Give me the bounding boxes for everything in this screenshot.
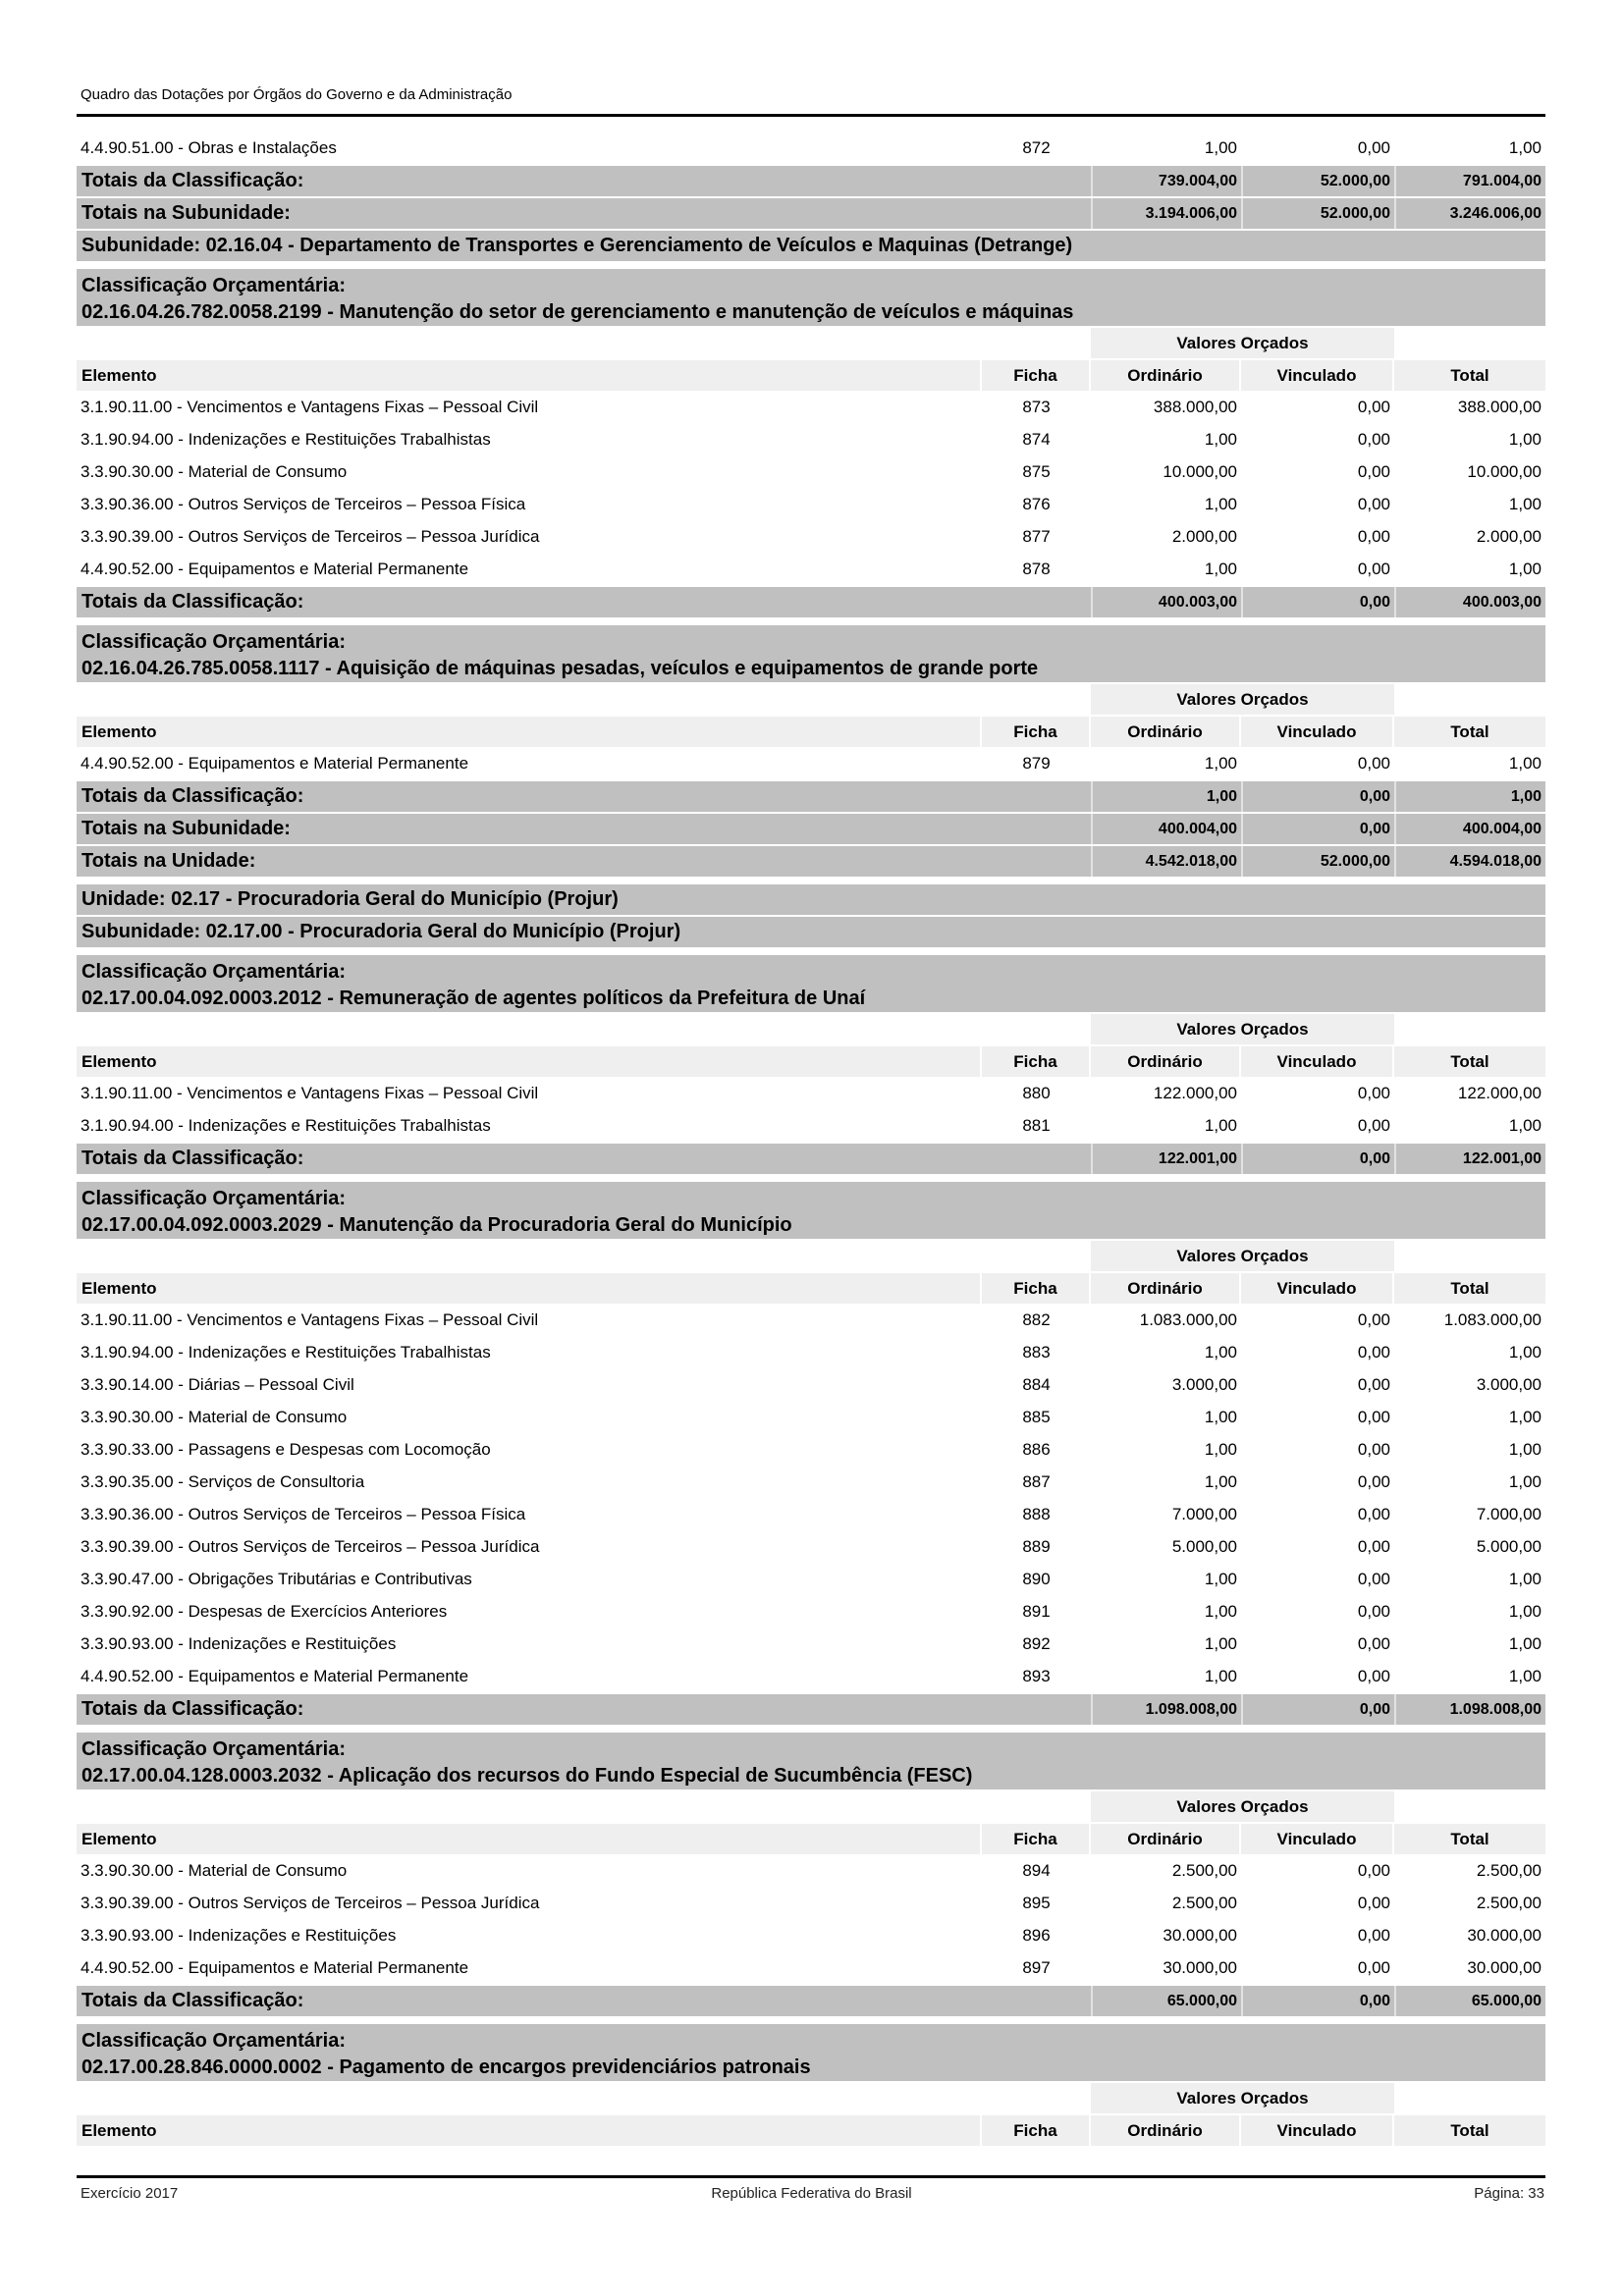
- ordinario-cell: 30.000,00: [1163, 1957, 1237, 1977]
- column-header-vinculado: Vinculado: [1241, 717, 1394, 747]
- total-cell: 1,00: [1508, 1633, 1542, 1653]
- totals-vinculado: 52.000,00: [1241, 166, 1394, 196]
- ficha-cell: 891: [1022, 1601, 1051, 1621]
- vinculado-cell: 0,00: [1357, 1569, 1390, 1588]
- total-cell: 1,00: [1508, 753, 1542, 773]
- table-row: [77, 1595, 1545, 1628]
- totals-label: Totais da Classificação:: [77, 781, 1091, 812]
- elemento-cell: 3.3.90.93.00 - Indenizações e Restituições: [81, 1925, 397, 1945]
- valores-orcados-label: Valores Orçados: [1091, 1241, 1394, 1271]
- table-row: [77, 747, 1545, 779]
- totals-label: Totais da Classificação:: [77, 1694, 1091, 1725]
- footer-republica: República Federativa do Brasil: [711, 2185, 912, 2202]
- ordinario-cell: 1,00: [1204, 1439, 1237, 1459]
- vinculado-cell: 0,00: [1357, 1860, 1390, 1880]
- totals-total: 791.004,00: [1394, 166, 1545, 196]
- ordinario-cell: 2.500,00: [1171, 1860, 1237, 1880]
- vinculado-cell: 0,00: [1357, 494, 1390, 513]
- footer-exercicio: Exercício 2017: [81, 2185, 179, 2202]
- table-row: [77, 1109, 1545, 1142]
- ficha-cell: 890: [1022, 1569, 1051, 1588]
- total-cell: 1,00: [1508, 1342, 1542, 1362]
- footer-page-number: Página: 33: [1474, 2185, 1544, 2202]
- classificacao-code: 02.16.04.26.782.0058.2199 - Manutenção do setor de gerenciamento e manutenção de veículos e máquinas: [81, 301, 1074, 323]
- footer-rule: [77, 2175, 1545, 2178]
- column-header-ordinario: Ordinário: [1091, 360, 1241, 391]
- table-row: [77, 1077, 1545, 1109]
- vinculado-cell: 0,00: [1357, 1601, 1390, 1621]
- column-header-row: [77, 2115, 1545, 2146]
- totais-unidade-row: [77, 846, 1545, 877]
- column-header-elemento: Elemento: [77, 717, 982, 747]
- totals-total: 122.001,00: [1394, 1144, 1545, 1174]
- ficha-cell: 885: [1022, 1407, 1051, 1426]
- table-row: [77, 1854, 1545, 1887]
- spacer: [77, 1014, 1091, 1044]
- ficha-cell: 875: [1022, 461, 1051, 481]
- vinculado-cell: 0,00: [1357, 753, 1390, 773]
- elemento-cell: 3.1.90.11.00 - Vencimentos e Vantagens Fixas – Pessoal Civil: [81, 397, 539, 416]
- totais-classificacao-row: [77, 1694, 1545, 1725]
- total-cell: 1,00: [1508, 1115, 1542, 1135]
- totals-vinculado: 0,00: [1241, 1694, 1394, 1725]
- ordinario-cell: 30.000,00: [1163, 1925, 1237, 1945]
- elemento-cell: 3.3.90.93.00 - Indenizações e Restituições: [81, 1633, 397, 1653]
- table-row: [77, 1563, 1545, 1595]
- ordinario-cell: 388.000,00: [1153, 397, 1237, 416]
- ordinario-cell: 1,00: [1204, 1407, 1237, 1426]
- total-cell: 2.500,00: [1476, 1860, 1542, 1880]
- valores-orcados-label: Valores Orçados: [1091, 684, 1394, 715]
- valores-orcados-label: Valores Orçados: [1091, 1791, 1394, 1822]
- ficha-cell: 882: [1022, 1309, 1051, 1329]
- ficha-cell: 883: [1022, 1342, 1051, 1362]
- classificacao-heading: [77, 625, 1545, 682]
- total-cell: 122.000,00: [1457, 1083, 1542, 1102]
- valores-orcados-label: Valores Orçados: [1091, 1014, 1394, 1044]
- elemento-cell: 3.3.90.35.00 - Serviços de Consultoria: [81, 1471, 365, 1491]
- valores-orcados-header: [77, 1014, 1545, 1044]
- valores-orcados-label: Valores Orçados: [1091, 2083, 1394, 2113]
- totals-ordinario: 1.098.008,00: [1091, 1694, 1241, 1725]
- ordinario-cell: 3.000,00: [1171, 1374, 1237, 1394]
- column-header-ficha: Ficha: [982, 1046, 1091, 1077]
- total-cell: 388.000,00: [1457, 397, 1542, 416]
- total-cell: 1,00: [1508, 429, 1542, 449]
- classification-section: [77, 2024, 1545, 2146]
- valores-orcados-header: [77, 328, 1545, 358]
- elemento-cell: 3.3.90.30.00 - Material de Consumo: [81, 1407, 348, 1426]
- column-header-row: [77, 1046, 1545, 1077]
- table-row: [77, 391, 1545, 423]
- ordinario-cell: 1,00: [1204, 1471, 1237, 1491]
- ficha-cell: 880: [1022, 1083, 1051, 1102]
- table-row: [77, 553, 1545, 585]
- ordinario-cell: 1,00: [1204, 1342, 1237, 1362]
- total-cell: 1.083.000,00: [1443, 1309, 1542, 1329]
- totals-label: Totais na Unidade:: [77, 846, 1091, 877]
- column-header-vinculado: Vinculado: [1241, 2115, 1394, 2146]
- classificacao-label: Classificação Orçamentária:: [81, 2030, 347, 2052]
- ordinario-cell: 1,00: [1204, 1601, 1237, 1621]
- column-header-vinculado: Vinculado: [1241, 360, 1394, 391]
- ficha-cell: 897: [1022, 1957, 1051, 1977]
- subunidade-heading: Subunidade: 02.17.00 - Procuradoria Geral do Município (Projur): [77, 917, 1545, 947]
- ordinario-cell: 7.000,00: [1171, 1504, 1237, 1523]
- column-header-ficha: Ficha: [982, 1273, 1091, 1304]
- column-header-total: Total: [1394, 1273, 1545, 1304]
- ficha-cell: 876: [1022, 494, 1051, 513]
- elemento-cell: 3.3.90.30.00 - Material de Consumo: [81, 461, 348, 481]
- total-cell: 2.500,00: [1476, 1893, 1542, 1912]
- classificacao-code: 02.17.00.28.846.0000.0002 - Pagamento de encargos previdenciários patronais: [81, 2056, 811, 2078]
- vinculado-cell: 0,00: [1357, 1504, 1390, 1523]
- vinculado-cell: 0,00: [1357, 1083, 1390, 1102]
- vinculado-cell: 0,00: [1357, 137, 1390, 157]
- totals-total: 65.000,00: [1394, 1986, 1545, 2016]
- table-row: [77, 1919, 1545, 1951]
- elemento-cell: 3.3.90.36.00 - Outros Serviços de Terceiros – Pessoa Física: [81, 494, 526, 513]
- total-cell: 1,00: [1508, 1601, 1542, 1621]
- totals-total: 400.003,00: [1394, 587, 1545, 617]
- table-row: [77, 1498, 1545, 1530]
- total-cell: 5.000,00: [1476, 1536, 1542, 1556]
- column-header-total: Total: [1394, 1046, 1545, 1077]
- classificacao-heading: [77, 955, 1545, 1012]
- total-cell: 1,00: [1508, 137, 1542, 157]
- table-row: [77, 488, 1545, 520]
- total-cell: 1,00: [1508, 1666, 1542, 1685]
- header-rule: [77, 114, 1545, 117]
- vinculado-cell: 0,00: [1357, 1309, 1390, 1329]
- classificacao-label: Classificação Orçamentária:: [81, 1738, 347, 1760]
- ficha-cell: 886: [1022, 1439, 1051, 1459]
- ordinario-cell: 2.500,00: [1171, 1893, 1237, 1912]
- classificacao-heading: [77, 2024, 1545, 2081]
- table-row: [77, 1336, 1545, 1368]
- elemento-cell: 3.3.90.30.00 - Material de Consumo: [81, 1860, 348, 1880]
- totais-classificacao-row: [77, 166, 1545, 196]
- total-cell: 1,00: [1508, 1439, 1542, 1459]
- table-row: [77, 1530, 1545, 1563]
- totals-total: 400.004,00: [1394, 814, 1545, 844]
- totals-label: Totais da Classificação:: [77, 1144, 1091, 1174]
- ordinario-cell: 1,00: [1204, 429, 1237, 449]
- column-header-ordinario: Ordinário: [1091, 1046, 1241, 1077]
- ordinario-cell: 1,00: [1204, 753, 1237, 773]
- vinculado-cell: 0,00: [1357, 526, 1390, 546]
- ficha-cell: 888: [1022, 1504, 1051, 1523]
- totals-ordinario: 3.194.006,00: [1091, 198, 1241, 229]
- column-header-ficha: Ficha: [982, 1824, 1091, 1854]
- classificacao-label: Classificação Orçamentária:: [81, 1188, 347, 1209]
- classificacao-label: Classificação Orçamentária:: [81, 275, 347, 296]
- vinculado-cell: 0,00: [1357, 429, 1390, 449]
- column-header-elemento: Elemento: [77, 1824, 982, 1854]
- ficha-cell: 881: [1022, 1115, 1051, 1135]
- elemento-cell: 4.4.90.52.00 - Equipamentos e Material Permanente: [81, 1666, 469, 1685]
- ordinario-cell: 122.000,00: [1153, 1083, 1237, 1102]
- totals-vinculado: 0,00: [1241, 1986, 1394, 2016]
- total-cell: 30.000,00: [1467, 1957, 1542, 1977]
- column-header-total: Total: [1394, 360, 1545, 391]
- report-body: [77, 132, 1545, 2146]
- ficha-cell: 896: [1022, 1925, 1051, 1945]
- totals-ordinario: 65.000,00: [1091, 1986, 1241, 2016]
- elemento-cell: 3.1.90.11.00 - Vencimentos e Vantagens Fixas – Pessoal Civil: [81, 1309, 539, 1329]
- vinculado-cell: 0,00: [1357, 1471, 1390, 1491]
- elemento-cell: 3.3.90.14.00 - Diárias – Pessoal Civil: [81, 1374, 354, 1394]
- table-row: [77, 1304, 1545, 1336]
- totals-label: Totais da Classificação:: [77, 1986, 1091, 2016]
- elemento-cell: 4.4.90.52.00 - Equipamentos e Material Permanente: [81, 753, 469, 773]
- table-row: [77, 1628, 1545, 1660]
- classification-section: [77, 955, 1545, 1174]
- column-header-vinculado: Vinculado: [1241, 1273, 1394, 1304]
- total-cell: 3.000,00: [1476, 1374, 1542, 1394]
- vinculado-cell: 0,00: [1357, 1115, 1390, 1135]
- ficha-cell: 892: [1022, 1633, 1051, 1653]
- totais-classificacao-row: [77, 587, 1545, 617]
- column-header-elemento: Elemento: [77, 1046, 982, 1077]
- valores-orcados-header: [77, 2083, 1545, 2113]
- ordinario-cell: 1,00: [1204, 137, 1237, 157]
- column-header-ordinario: Ordinário: [1091, 1273, 1241, 1304]
- ordinario-cell: 5.000,00: [1171, 1536, 1237, 1556]
- spacer: [77, 2083, 1091, 2113]
- totais-classificacao-row: [77, 1144, 1545, 1174]
- page-header-title: Quadro das Dotações por Órgãos do Governo e da Administração: [81, 86, 513, 103]
- total-cell: 1,00: [1508, 1471, 1542, 1491]
- classificacao-heading: [77, 1182, 1545, 1239]
- ordinario-cell: 1,00: [1204, 1633, 1237, 1653]
- elemento-cell: 3.3.90.36.00 - Outros Serviços de Terceiros – Pessoa Física: [81, 1504, 526, 1523]
- vinculado-cell: 0,00: [1357, 559, 1390, 578]
- total-cell: 1,00: [1508, 494, 1542, 513]
- elemento-cell: 3.3.90.33.00 - Passagens e Despesas com Locomoção: [81, 1439, 491, 1459]
- column-header-row: [77, 1273, 1545, 1304]
- vinculado-cell: 0,00: [1357, 461, 1390, 481]
- ordinario-cell: 10.000,00: [1163, 461, 1237, 481]
- classification-section: [77, 625, 1545, 812]
- column-header-elemento: Elemento: [77, 360, 982, 391]
- vinculado-cell: 0,00: [1357, 1342, 1390, 1362]
- column-header-elemento: Elemento: [77, 1273, 982, 1304]
- total-cell: 1,00: [1508, 559, 1542, 578]
- elemento-cell: 4.4.90.51.00 - Obras e Instalações: [81, 137, 337, 157]
- elemento-cell: 3.3.90.39.00 - Outros Serviços de Terceiros – Pessoa Jurídica: [81, 1536, 540, 1556]
- ficha-cell: 894: [1022, 1860, 1051, 1880]
- ficha-cell: 872: [1022, 137, 1051, 157]
- column-header-total: Total: [1394, 717, 1545, 747]
- table-row: [77, 1466, 1545, 1498]
- table-row: [77, 1433, 1545, 1466]
- table-row: [77, 1660, 1545, 1692]
- spacer: [77, 1791, 1091, 1822]
- vinculado-cell: 0,00: [1357, 1893, 1390, 1912]
- ficha-cell: 878: [1022, 559, 1051, 578]
- ordinario-cell: 1,00: [1204, 1666, 1237, 1685]
- column-header-elemento: Elemento: [77, 2115, 982, 2146]
- ordinario-cell: 1,00: [1204, 1115, 1237, 1135]
- totals-label: Totais da Classificação:: [77, 587, 1091, 617]
- spacer: [77, 328, 1091, 358]
- totals-total: 4.594.018,00: [1394, 846, 1545, 877]
- valores-orcados-header: [77, 1791, 1545, 1822]
- elemento-cell: 3.1.90.94.00 - Indenizações e Restituições Trabalhistas: [81, 1342, 491, 1362]
- vinculado-cell: 0,00: [1357, 1925, 1390, 1945]
- elemento-cell: 3.1.90.94.00 - Indenizações e Restituições Trabalhistas: [81, 429, 491, 449]
- totals-vinculado: 52.000,00: [1241, 198, 1394, 229]
- total-cell: 1,00: [1508, 1569, 1542, 1588]
- elemento-cell: 4.4.90.52.00 - Equipamentos e Material Permanente: [81, 1957, 469, 1977]
- ficha-cell: 895: [1022, 1893, 1051, 1912]
- table-row: [77, 520, 1545, 553]
- spacer: [77, 1241, 1091, 1271]
- ficha-cell: 893: [1022, 1666, 1051, 1685]
- totais-classificacao-row: [77, 1986, 1545, 2016]
- vinculado-cell: 0,00: [1357, 1536, 1390, 1556]
- vinculado-cell: 0,00: [1357, 1666, 1390, 1685]
- spacer: [77, 684, 1091, 715]
- vinculado-cell: 0,00: [1357, 1374, 1390, 1394]
- totais-subunidade-row: [77, 814, 1545, 844]
- total-cell: 7.000,00: [1476, 1504, 1542, 1523]
- totals-ordinario: 1,00: [1091, 781, 1241, 812]
- table-row: [77, 423, 1545, 455]
- valores-orcados-header: [77, 684, 1545, 715]
- classificacao-heading: [77, 1733, 1545, 1789]
- column-header-total: Total: [1394, 1824, 1545, 1854]
- elemento-cell: 3.1.90.11.00 - Vencimentos e Vantagens Fixas – Pessoal Civil: [81, 1083, 539, 1102]
- classification-section: [77, 1733, 1545, 2016]
- totais-subunidade-row: [77, 198, 1545, 229]
- total-cell: 1,00: [1508, 1407, 1542, 1426]
- totals-ordinario: 400.003,00: [1091, 587, 1241, 617]
- vinculado-cell: 0,00: [1357, 1439, 1390, 1459]
- classificacao-code: 02.17.00.04.128.0003.2032 - Aplicação dos recursos do Fundo Especial de Sucumbência (FESC): [81, 1765, 973, 1787]
- classificacao-label: Classificação Orçamentária:: [81, 961, 347, 983]
- ordinario-cell: 1,00: [1204, 494, 1237, 513]
- totals-label: Totais na Subunidade:: [77, 814, 1091, 844]
- vinculado-cell: 0,00: [1357, 397, 1390, 416]
- totals-vinculado: 0,00: [1241, 781, 1394, 812]
- totais-classificacao-row: [77, 781, 1545, 812]
- column-header-row: [77, 1824, 1545, 1854]
- totals-ordinario: 739.004,00: [1091, 166, 1241, 196]
- classificacao-heading: [77, 269, 1545, 326]
- elemento-cell: 3.3.90.92.00 - Despesas de Exercícios Anteriores: [81, 1601, 448, 1621]
- table-row: [77, 1401, 1545, 1433]
- table-row: [77, 1951, 1545, 1984]
- elemento-cell: 3.3.90.47.00 - Obrigações Tributárias e Contributivas: [81, 1569, 472, 1588]
- ordinario-cell: 1.083.000,00: [1139, 1309, 1237, 1329]
- totals-vinculado: 52.000,00: [1241, 846, 1394, 877]
- totals-ordinario: 400.004,00: [1091, 814, 1241, 844]
- valores-orcados-header: [77, 1241, 1545, 1271]
- column-header-ordinario: Ordinário: [1091, 2115, 1241, 2146]
- vinculado-cell: 0,00: [1357, 1957, 1390, 1977]
- totals-label: Totais na Subunidade:: [77, 198, 1091, 229]
- classification-section: [77, 1182, 1545, 1725]
- totals-label: Totais da Classificação:: [77, 166, 1091, 196]
- ficha-cell: 887: [1022, 1471, 1051, 1491]
- column-header-vinculado: Vinculado: [1241, 1824, 1394, 1854]
- totals-vinculado: 0,00: [1241, 587, 1394, 617]
- column-header-row: [77, 717, 1545, 747]
- column-header-ficha: Ficha: [982, 717, 1091, 747]
- column-header-total: Total: [1394, 2115, 1545, 2146]
- column-header-row: [77, 360, 1545, 391]
- column-header-vinculado: Vinculado: [1241, 1046, 1394, 1077]
- unidade-heading: Unidade: 02.17 - Procuradoria Geral do Município (Projur): [77, 884, 1545, 915]
- subunidade-heading: Subunidade: 02.16.04 - Departamento de Transportes e Gerenciamento de Veículos e Maquinas (Detrange): [77, 231, 1545, 261]
- ficha-cell: 884: [1022, 1374, 1051, 1394]
- classificacao-code: 02.16.04.26.785.0058.1117 - Aquisição de máquinas pesadas, veículos e equipamentos de grande porte: [81, 658, 1039, 679]
- table-row: [77, 1368, 1545, 1401]
- classificacao-code: 02.17.00.04.092.0003.2012 - Remuneração de agentes políticos da Prefeitura de Unaí: [81, 988, 866, 1009]
- table-row: [77, 455, 1545, 488]
- valores-orcados-label: Valores Orçados: [1091, 328, 1394, 358]
- totals-total: 3.246.006,00: [1394, 198, 1545, 229]
- totals-ordinario: 122.001,00: [1091, 1144, 1241, 1174]
- total-cell: 2.000,00: [1476, 526, 1542, 546]
- column-header-ordinario: Ordinário: [1091, 717, 1241, 747]
- vinculado-cell: 0,00: [1357, 1407, 1390, 1426]
- ficha-cell: 879: [1022, 753, 1051, 773]
- total-cell: 10.000,00: [1467, 461, 1542, 481]
- totals-vinculado: 0,00: [1241, 814, 1394, 844]
- classificacao-label: Classificação Orçamentária:: [81, 631, 347, 653]
- elemento-cell: 3.3.90.39.00 - Outros Serviços de Terceiros – Pessoa Jurídica: [81, 526, 540, 546]
- classificacao-code: 02.17.00.04.092.0003.2029 - Manutenção da Procuradoria Geral do Município: [81, 1214, 792, 1236]
- totals-vinculado: 0,00: [1241, 1144, 1394, 1174]
- elemento-cell: 3.3.90.39.00 - Outros Serviços de Terceiros – Pessoa Jurídica: [81, 1893, 540, 1912]
- column-header-ficha: Ficha: [982, 360, 1091, 391]
- ordinario-cell: 2.000,00: [1171, 526, 1237, 546]
- elemento-cell: 3.1.90.94.00 - Indenizações e Restituições Trabalhistas: [81, 1115, 491, 1135]
- ordinario-cell: 1,00: [1204, 1569, 1237, 1588]
- ficha-cell: 877: [1022, 526, 1051, 546]
- vinculado-cell: 0,00: [1357, 1633, 1390, 1653]
- ordinario-cell: 1,00: [1204, 559, 1237, 578]
- elemento-cell: 4.4.90.52.00 - Equipamentos e Material Permanente: [81, 559, 469, 578]
- classification-section: [77, 269, 1545, 617]
- totals-total: 1,00: [1394, 781, 1545, 812]
- total-cell: 30.000,00: [1467, 1925, 1542, 1945]
- totals-ordinario: 4.542.018,00: [1091, 846, 1241, 877]
- ficha-cell: 874: [1022, 429, 1051, 449]
- column-header-ordinario: Ordinário: [1091, 1824, 1241, 1854]
- ficha-cell: 873: [1022, 397, 1051, 416]
- totals-total: 1.098.008,00: [1394, 1694, 1545, 1725]
- table-row: [77, 132, 1545, 164]
- column-header-ficha: Ficha: [982, 2115, 1091, 2146]
- table-row: [77, 1887, 1545, 1919]
- ficha-cell: 889: [1022, 1536, 1051, 1556]
